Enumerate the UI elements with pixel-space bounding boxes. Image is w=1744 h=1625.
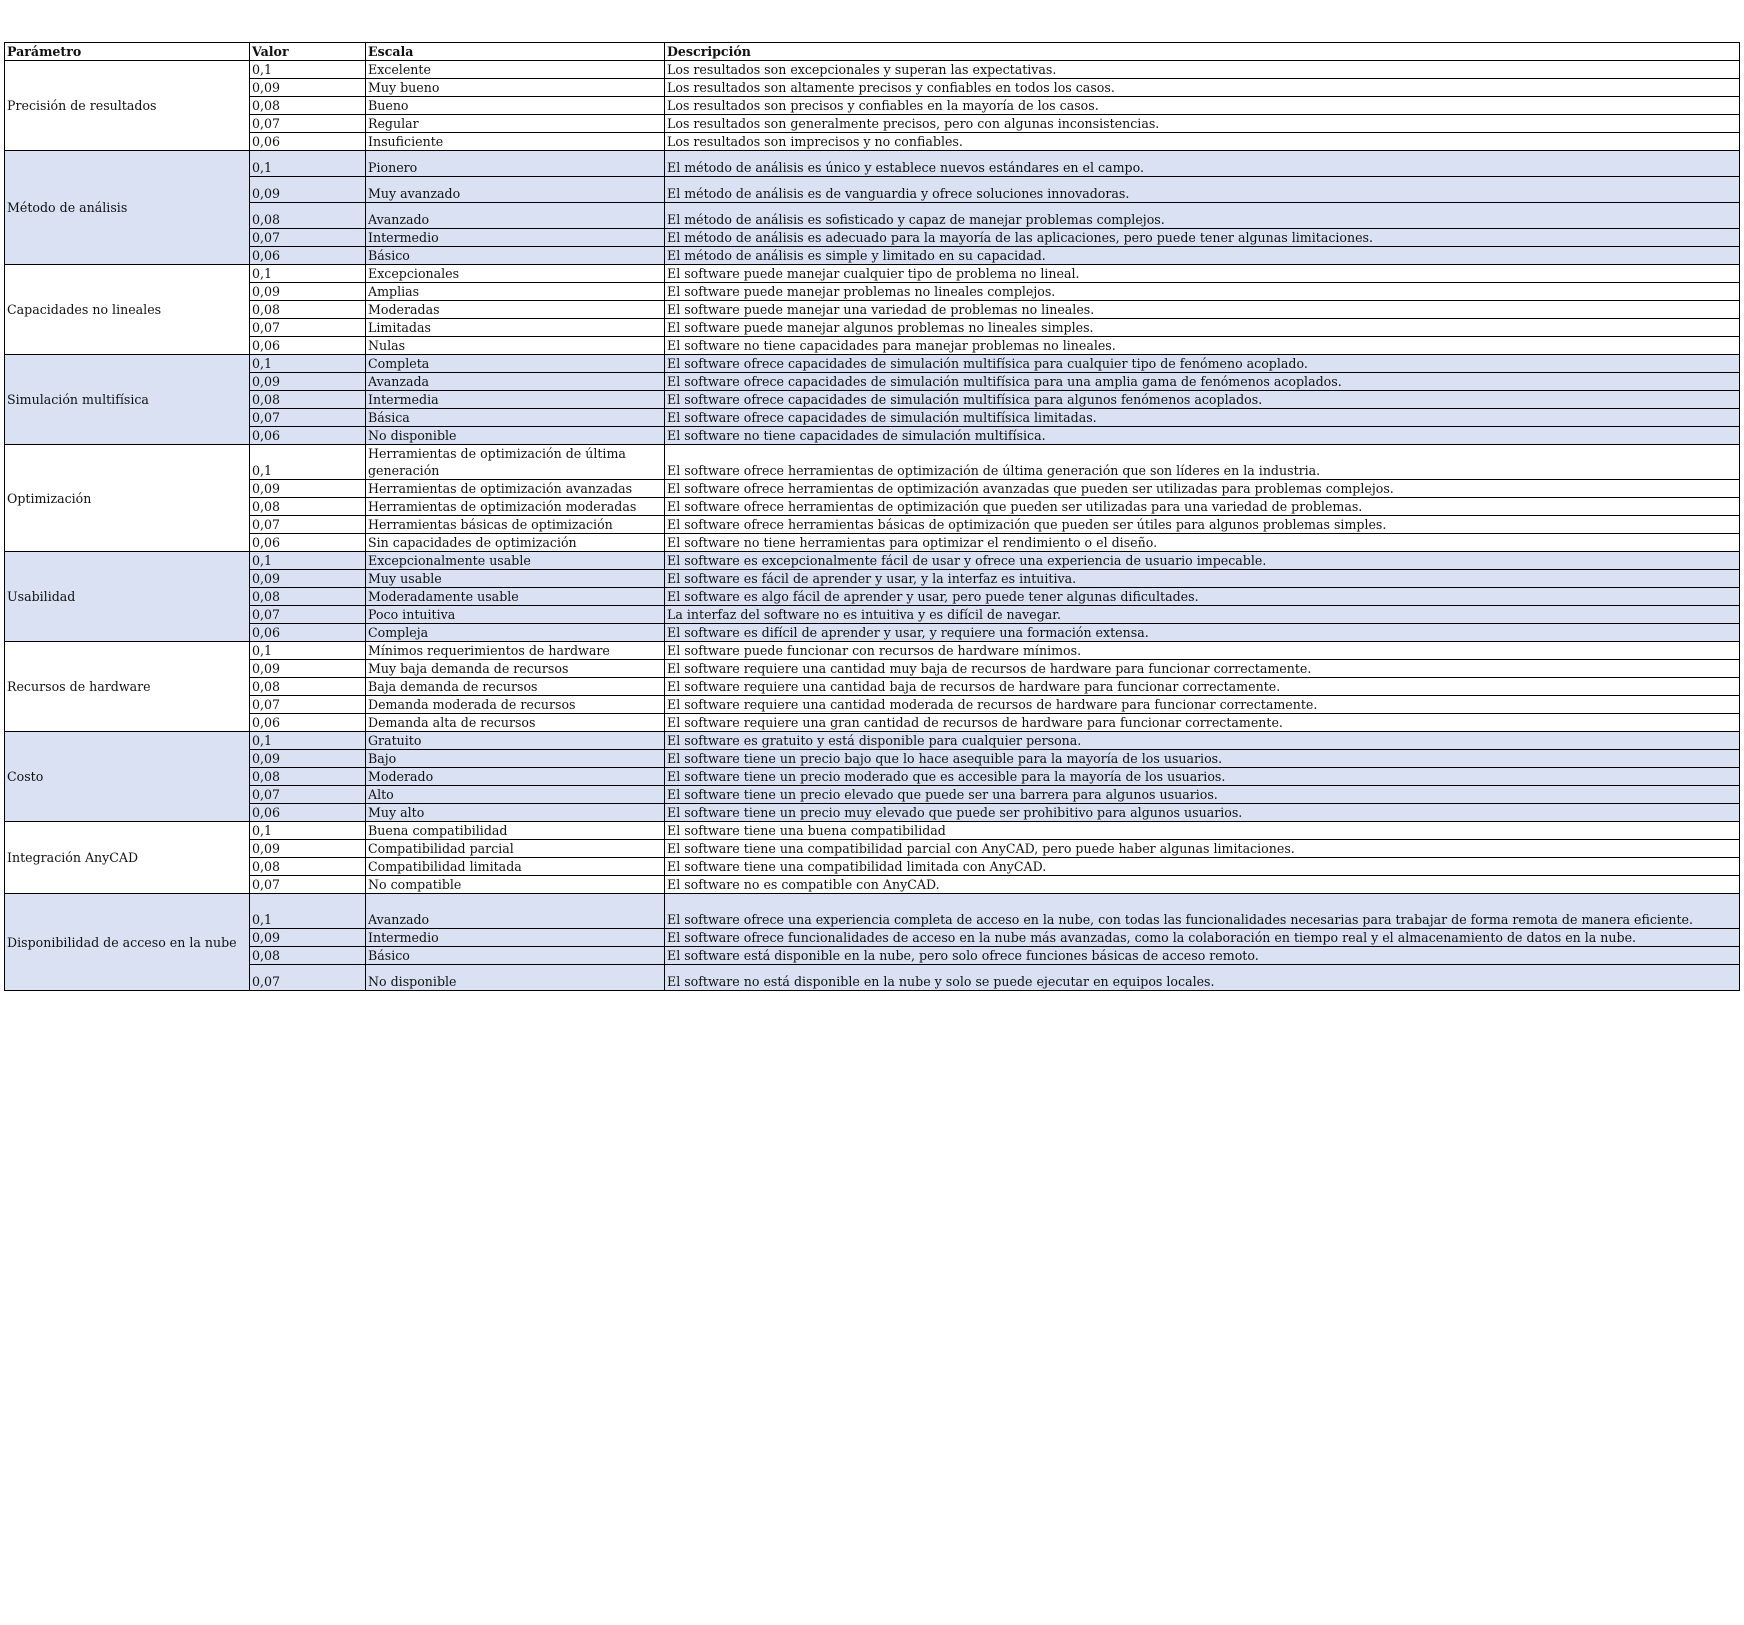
- table-row: [5, 355, 1740, 373]
- table-row: [5, 947, 1740, 965]
- description-cell: El software tiene un precio muy elevado que puede ser prohibitivo para algunos usuarios.: [665, 804, 1740, 822]
- scale-cell: Muy avanzado: [366, 177, 665, 203]
- description-cell: El software ofrece capacidades de simulación multifísica limitadas.: [665, 409, 1740, 427]
- scale-cell: Avanzado: [366, 894, 665, 929]
- scale-cell: Intermedio: [366, 229, 665, 247]
- scale-cell: Herramientas de optimización moderadas: [366, 498, 665, 516]
- table-row: [5, 319, 1740, 337]
- value-cell: 0,06: [250, 624, 366, 642]
- value-cell: 0,06: [250, 133, 366, 151]
- table-row: [5, 283, 1740, 301]
- table-row: [5, 97, 1740, 115]
- scale-cell: Básica: [366, 409, 665, 427]
- table-row: [5, 552, 1740, 570]
- value-cell: 0,1: [250, 445, 366, 480]
- header-row: [5, 43, 1740, 61]
- value-cell: 0,1: [250, 61, 366, 79]
- description-cell: El método de análisis es adecuado para la mayoría de las aplicaciones, pero puede tener algunas limitaciones.: [665, 229, 1740, 247]
- scale-cell: Baja demanda de recursos: [366, 678, 665, 696]
- description-cell: El software es fácil de aprender y usar, y la interfaz es intuitiva.: [665, 570, 1740, 588]
- table-row: [5, 804, 1740, 822]
- scale-cell: No disponible: [366, 427, 665, 445]
- value-cell: 0,06: [250, 427, 366, 445]
- table-row: [5, 373, 1740, 391]
- description-cell: El software requiere una cantidad baja de recursos de hardware para funcionar correctamente.: [665, 678, 1740, 696]
- table-row: [5, 301, 1740, 319]
- parameter-cell: Método de análisis: [5, 151, 250, 265]
- value-cell: 0,1: [250, 732, 366, 750]
- scale-cell: Insuficiente: [366, 133, 665, 151]
- description-cell: El método de análisis es de vanguardia y ofrece soluciones innovadoras.: [665, 177, 1740, 203]
- value-cell: 0,09: [250, 840, 366, 858]
- value-cell: 0,07: [250, 409, 366, 427]
- value-cell: 0,06: [250, 714, 366, 732]
- description-cell: El software ofrece herramientas de optimización avanzadas que pueden ser utilizadas para problemas complejos.: [665, 480, 1740, 498]
- value-cell: 0,08: [250, 498, 366, 516]
- scale-cell: Excepcionalmente usable: [366, 552, 665, 570]
- value-cell: 0,09: [250, 480, 366, 498]
- value-cell: 0,06: [250, 804, 366, 822]
- scale-cell: Sin capacidades de optimización: [366, 534, 665, 552]
- parameter-group: [5, 552, 1740, 642]
- description-cell: La interfaz del software no es intuitiva y es difícil de navegar.: [665, 606, 1740, 624]
- value-cell: 0,09: [250, 750, 366, 768]
- scale-cell: Excelente: [366, 61, 665, 79]
- value-cell: 0,1: [250, 642, 366, 660]
- scale-cell: Buena compatibilidad: [366, 822, 665, 840]
- table-row: [5, 840, 1740, 858]
- description-cell: El software puede manejar cualquier tipo de problema no lineal.: [665, 265, 1740, 283]
- parameter-group: [5, 732, 1740, 822]
- table-row: [5, 786, 1740, 804]
- parameter-cell: Optimización: [5, 445, 250, 552]
- table-row: [5, 115, 1740, 133]
- scale-cell: Limitadas: [366, 319, 665, 337]
- description-cell: Los resultados son excepcionales y superan las expectativas.: [665, 61, 1740, 79]
- description-cell: El software está disponible en la nube, pero solo ofrece funciones básicas de acceso remoto.: [665, 947, 1740, 965]
- scale-cell: No compatible: [366, 876, 665, 894]
- scale-cell: Moderadas: [366, 301, 665, 319]
- value-cell: 0,08: [250, 97, 366, 115]
- scale-cell: Alto: [366, 786, 665, 804]
- value-cell: 0,07: [250, 696, 366, 714]
- scale-cell: Mínimos requerimientos de hardware: [366, 642, 665, 660]
- value-cell: 0,07: [250, 786, 366, 804]
- parameter-group: [5, 445, 1740, 552]
- value-cell: 0,08: [250, 588, 366, 606]
- parameter-cell: Disponibilidad de acceso en la nube: [5, 894, 250, 991]
- value-cell: 0,09: [250, 570, 366, 588]
- parameter-cell: Capacidades no lineales: [5, 265, 250, 355]
- scale-cell: Regular: [366, 115, 665, 133]
- parameter-group: [5, 642, 1740, 732]
- table-row: [5, 678, 1740, 696]
- description-cell: El software puede manejar problemas no lineales complejos.: [665, 283, 1740, 301]
- table-row: [5, 750, 1740, 768]
- table-row: [5, 203, 1740, 229]
- description-cell: El software puede manejar algunos problemas no lineales simples.: [665, 319, 1740, 337]
- scale-cell: Muy baja demanda de recursos: [366, 660, 665, 678]
- value-cell: 0,09: [250, 79, 366, 97]
- scale-cell: Herramientas básicas de optimización: [366, 516, 665, 534]
- table-row: [5, 229, 1740, 247]
- scale-cell: Amplias: [366, 283, 665, 301]
- description-cell: Los resultados son precisos y confiables en la mayoría de los casos.: [665, 97, 1740, 115]
- value-cell: 0,08: [250, 203, 366, 229]
- evaluation-table: [4, 42, 1740, 991]
- value-cell: 0,09: [250, 177, 366, 203]
- table-row: [5, 858, 1740, 876]
- scale-cell: Avanzada: [366, 373, 665, 391]
- value-cell: 0,1: [250, 265, 366, 283]
- value-cell: 0,06: [250, 337, 366, 355]
- header-valor: Valor: [250, 43, 366, 61]
- description-cell: El software es algo fácil de aprender y usar, pero puede tener algunas dificultades.: [665, 588, 1740, 606]
- table-row: [5, 606, 1740, 624]
- table-row: [5, 696, 1740, 714]
- scale-cell: Excepcionales: [366, 265, 665, 283]
- table-row: [5, 822, 1740, 840]
- scale-cell: Completa: [366, 355, 665, 373]
- scale-cell: Muy alto: [366, 804, 665, 822]
- scale-cell: Básico: [366, 247, 665, 265]
- description-cell: El software es gratuito y está disponible para cualquier persona.: [665, 732, 1740, 750]
- description-cell: El software no tiene capacidades para manejar problemas no lineales.: [665, 337, 1740, 355]
- parameter-cell: Simulación multifísica: [5, 355, 250, 445]
- table-row: [5, 480, 1740, 498]
- header-escala: Escala: [366, 43, 665, 61]
- table-row: [5, 445, 1740, 480]
- description-cell: Los resultados son generalmente precisos, pero con algunas inconsistencias.: [665, 115, 1740, 133]
- scale-cell: Compatibilidad limitada: [366, 858, 665, 876]
- scale-cell: Avanzado: [366, 203, 665, 229]
- parameter-group: [5, 61, 1740, 151]
- table-row: [5, 714, 1740, 732]
- scale-cell: Intermedio: [366, 929, 665, 947]
- table-row: [5, 498, 1740, 516]
- evaluation-table-container: [4, 42, 1739, 991]
- table-row: [5, 427, 1740, 445]
- parameter-group: [5, 265, 1740, 355]
- value-cell: 0,09: [250, 929, 366, 947]
- description-cell: El método de análisis es simple y limitado en su capacidad.: [665, 247, 1740, 265]
- table-row: [5, 732, 1740, 750]
- parameter-cell: Precisión de resultados: [5, 61, 250, 151]
- description-cell: El software requiere una cantidad muy baja de recursos de hardware para funcionar correctamente.: [665, 660, 1740, 678]
- description-cell: El software requiere una cantidad moderada de recursos de hardware para funcionar correctamente.: [665, 696, 1740, 714]
- header-parametro: Parámetro: [5, 43, 250, 61]
- value-cell: 0,07: [250, 115, 366, 133]
- parameter-cell: Integración AnyCAD: [5, 822, 250, 894]
- value-cell: 0,09: [250, 283, 366, 301]
- parameter-group: [5, 151, 1740, 265]
- description-cell: El software tiene un precio moderado que es accesible para la mayoría de los usuarios.: [665, 768, 1740, 786]
- value-cell: 0,08: [250, 678, 366, 696]
- value-cell: 0,08: [250, 301, 366, 319]
- scale-cell: Demanda alta de recursos: [366, 714, 665, 732]
- value-cell: 0,1: [250, 822, 366, 840]
- table-row: [5, 151, 1740, 177]
- table-row: [5, 79, 1740, 97]
- parameter-group: [5, 894, 1740, 991]
- value-cell: 0,06: [250, 534, 366, 552]
- table-row: [5, 660, 1740, 678]
- value-cell: 0,06: [250, 247, 366, 265]
- value-cell: 0,08: [250, 947, 366, 965]
- value-cell: 0,07: [250, 516, 366, 534]
- table-row: [5, 588, 1740, 606]
- header-descripcion: Descripción: [665, 43, 1740, 61]
- scale-cell: Intermedia: [366, 391, 665, 409]
- description-cell: El software tiene una compatibilidad parcial con AnyCAD, pero puede haber algunas limitaciones.: [665, 840, 1740, 858]
- scale-cell: Herramientas de optimización avanzadas: [366, 480, 665, 498]
- table-row: [5, 624, 1740, 642]
- table-row: [5, 876, 1740, 894]
- scale-cell: Bueno: [366, 97, 665, 115]
- description-cell: El software no está disponible en la nube y solo se puede ejecutar en equipos locales.: [665, 965, 1740, 991]
- scale-cell: Demanda moderada de recursos: [366, 696, 665, 714]
- description-cell: El software ofrece una experiencia completa de acceso en la nube, con todas las funcionalidades necesarias para trabajar de forma remota de manera eficiente.: [665, 894, 1740, 929]
- table-row: [5, 265, 1740, 283]
- description-cell: Los resultados son altamente precisos y confiables en todos los casos.: [665, 79, 1740, 97]
- value-cell: 0,1: [250, 552, 366, 570]
- scale-cell: Compleja: [366, 624, 665, 642]
- description-cell: El software no tiene capacidades de simulación multifísica.: [665, 427, 1740, 445]
- table-row: [5, 337, 1740, 355]
- scale-cell: Herramientas de optimización de última generación: [366, 445, 665, 480]
- description-cell: El software es difícil de aprender y usar, y requiere una formación extensa.: [665, 624, 1740, 642]
- parameter-cell: Usabilidad: [5, 552, 250, 642]
- parameter-group: [5, 355, 1740, 445]
- description-cell: El software ofrece capacidades de simulación multifísica para una amplia gama de fenómenos acoplados.: [665, 373, 1740, 391]
- value-cell: 0,09: [250, 373, 366, 391]
- table-row: [5, 133, 1740, 151]
- description-cell: El software tiene una compatibilidad limitada con AnyCAD.: [665, 858, 1740, 876]
- scale-cell: Pionero: [366, 151, 665, 177]
- parameter-group: [5, 822, 1740, 894]
- description-cell: El método de análisis es sofisticado y capaz de manejar problemas complejos.: [665, 203, 1740, 229]
- scale-cell: Bajo: [366, 750, 665, 768]
- value-cell: 0,07: [250, 606, 366, 624]
- description-cell: El software ofrece herramientas básicas de optimización que pueden ser útiles para algunos problemas simples.: [665, 516, 1740, 534]
- description-cell: El software ofrece funcionalidades de acceso en la nube más avanzadas, como la colaboración en tiempo real y el almacenamiento de datos en la nube.: [665, 929, 1740, 947]
- description-cell: Los resultados son imprecisos y no confiables.: [665, 133, 1740, 151]
- description-cell: El software puede funcionar con recursos de hardware mínimos.: [665, 642, 1740, 660]
- description-cell: El software no es compatible con AnyCAD.: [665, 876, 1740, 894]
- scale-cell: Gratuito: [366, 732, 665, 750]
- table-row: [5, 570, 1740, 588]
- scale-cell: Básico: [366, 947, 665, 965]
- value-cell: 0,07: [250, 965, 366, 991]
- value-cell: 0,08: [250, 391, 366, 409]
- table-row: [5, 929, 1740, 947]
- table-row: [5, 534, 1740, 552]
- parameter-cell: Recursos de hardware: [5, 642, 250, 732]
- value-cell: 0,08: [250, 768, 366, 786]
- value-cell: 0,1: [250, 151, 366, 177]
- description-cell: El software es excepcionalmente fácil de usar y ofrece una experiencia de usuario impecable.: [665, 552, 1740, 570]
- description-cell: El software tiene una buena compatibilidad: [665, 822, 1740, 840]
- description-cell: El software ofrece herramientas de optimización de última generación que son líderes en la industria.: [665, 445, 1740, 480]
- value-cell: 0,07: [250, 319, 366, 337]
- description-cell: El software ofrece capacidades de simulación multifísica para algunos fenómenos acoplados.: [665, 391, 1740, 409]
- scale-cell: Moderado: [366, 768, 665, 786]
- table-row: [5, 894, 1740, 929]
- description-cell: El software puede manejar una variedad de problemas no lineales.: [665, 301, 1740, 319]
- table-row: [5, 768, 1740, 786]
- description-cell: El software tiene un precio bajo que lo hace asequible para la mayoría de los usuarios.: [665, 750, 1740, 768]
- table-row: [5, 177, 1740, 203]
- scale-cell: Muy usable: [366, 570, 665, 588]
- value-cell: 0,08: [250, 858, 366, 876]
- scale-cell: Poco intuitiva: [366, 606, 665, 624]
- description-cell: El software ofrece herramientas de optimización que pueden ser utilizadas para una variedad de problemas.: [665, 498, 1740, 516]
- value-cell: 0,1: [250, 355, 366, 373]
- scale-cell: Moderadamente usable: [366, 588, 665, 606]
- table-row: [5, 391, 1740, 409]
- table-row: [5, 642, 1740, 660]
- description-cell: El software tiene un precio elevado que puede ser una barrera para algunos usuarios.: [665, 786, 1740, 804]
- scale-cell: Muy bueno: [366, 79, 665, 97]
- table-row: [5, 516, 1740, 534]
- description-cell: El software requiere una gran cantidad de recursos de hardware para funcionar correctamente.: [665, 714, 1740, 732]
- table-row: [5, 61, 1740, 79]
- description-cell: El método de análisis es único y establece nuevos estándares en el campo.: [665, 151, 1740, 177]
- parameter-cell: Costo: [5, 732, 250, 822]
- scale-cell: Nulas: [366, 337, 665, 355]
- value-cell: 0,09: [250, 660, 366, 678]
- table-row: [5, 409, 1740, 427]
- value-cell: 0,1: [250, 894, 366, 929]
- value-cell: 0,07: [250, 876, 366, 894]
- description-cell: El software ofrece capacidades de simulación multifísica para cualquier tipo de fenómeno acoplado.: [665, 355, 1740, 373]
- table-row: [5, 247, 1740, 265]
- table-row: [5, 965, 1740, 991]
- scale-cell: No disponible: [366, 965, 665, 991]
- scale-cell: Compatibilidad parcial: [366, 840, 665, 858]
- description-cell: El software no tiene herramientas para optimizar el rendimiento o el diseño.: [665, 534, 1740, 552]
- value-cell: 0,07: [250, 229, 366, 247]
